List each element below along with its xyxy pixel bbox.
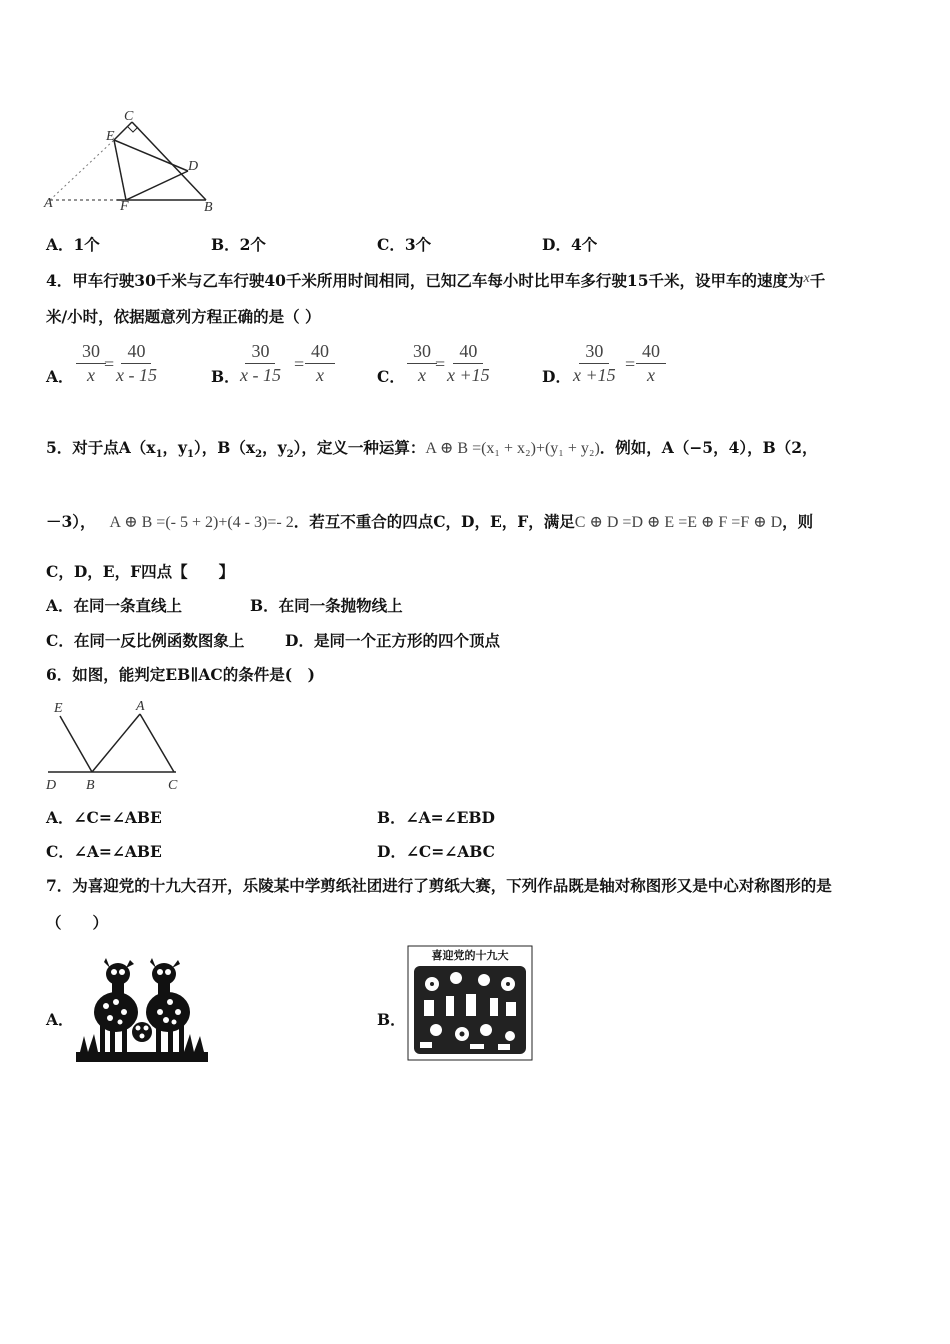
q4-b-frac-left: $\frac{30}{x - 15}$ [240,341,281,385]
q6-option-d[interactable]: D．∠C=∠ABC [377,842,495,861]
q4-c-frac-left: $\frac{30}{x}$ [407,342,437,385]
paper-cut-title: 喜迎党的十九大 [431,949,509,962]
label-c: C [124,109,134,124]
label-d: D [46,778,57,793]
label-e: E [106,129,115,144]
q4-option-c-label[interactable]: C． [377,367,405,386]
label-a: A [44,196,53,211]
q4-d-frac-right: $\frac{40}{x}$ [636,342,666,385]
q7-stem-line1: 7．为喜迎党的十九大召开，乐陵某中学剪纸社团进行了剪纸大赛，下列作品既是轴对称图形又是中心对称图形的是 [46,876,832,895]
q5-option-c[interactable]: C．在同一反比例函数图象上 [46,631,245,650]
q5-formula-definition: A ⊕ B =(x₁ + x₂)+(y₁ + y₂) [425,440,600,457]
q6-option-a[interactable]: A．∠C=∠ABE [46,808,162,827]
label-e: E [54,701,63,716]
q6-stem: 6．如图，能判定EB∥AC的条件是( ) [46,665,315,684]
q5-formula-condition: C ⊕ D =D ⊕ E =E ⊕ F =F ⊕ D [574,514,783,531]
q4-option-d-label[interactable]: D． [542,367,571,386]
q7-stem-line2: （ ） [46,913,109,932]
label-c: C [168,778,178,793]
q5-formula-example: A ⊕ B =(- 5 + 2)+(4 - 3)=- 2 [109,514,294,531]
q4-option-a-label[interactable]: A． [46,367,74,386]
q5-stem-line3: C，D，E，F四点【 】 [46,562,235,581]
q4-option-b-label[interactable]: B． [211,367,240,386]
q5-stem-line1: 5．对于点$A(x_1$，$y_1$），$B(x_2$，$y_2$），定义一种运算：A ⊕ B =(x₁ + x₂)+(y₁ + y₂)．例如，A（−5，4），B（2， [46,438,818,461]
q7-option-a-label[interactable]: A． [46,1010,74,1029]
q5-stem-line2: －3）， A ⊕ B =(- 5 + 2)+(4 - 3)=- 2．若互不重合的四点C，D，E，F，满足C ⊕ D =D ⊕ E =E ⊕ F =F ⊕ D，则 [46,512,814,531]
q3-triangle-figure [40,104,230,216]
label-f: F [120,199,129,214]
q4-d-frac-left: $\frac{30}{x +15}$ [573,341,616,385]
q4-b-frac-right: $\frac{40}{x}$ [305,342,335,385]
q5-option-a[interactable]: A．在同一条直线上 [46,596,183,615]
paper-cut-deer-image[interactable] [76,956,208,1064]
q6-option-c[interactable]: C．∠A=∠ABE [46,842,162,861]
label-b: B [204,200,213,215]
q6-figure [40,696,190,796]
q5-option-b[interactable]: B．在同一条抛物线上 [250,596,403,615]
q5-option-d[interactable]: D．是同一个正方形的四个顶点 [285,631,500,650]
q4-a-frac-left: $\frac{30}{x}$ [76,342,106,385]
q6-option-b[interactable]: B．∠A=∠EBD [377,808,495,827]
paper-cut-festival-image[interactable] [406,944,534,1062]
label-a: A [136,699,145,714]
q4-stem-line1: 4．甲车行驶30千米与乙车行驶40千米所用时间相同，已知乙车每小时比甲车多行驶15千米，设甲车的速度为x千 [46,271,826,290]
q3-option-d[interactable]: D．4个 [542,235,598,254]
q3-option-b[interactable]: B．2个 [211,235,266,254]
q3-option-c[interactable]: C．3个 [377,235,432,254]
q4-c-frac-right: $\frac{40}{x +15}$ [447,341,490,385]
q3-option-a[interactable]: A．1个 [46,235,100,254]
q7-option-b-label[interactable]: B． [377,1010,406,1029]
q4-stem-line2: 米/小时，依据题意列方程正确的是（ ） [46,307,321,326]
label-d: D [188,159,199,174]
label-b: B [86,778,95,793]
q4-a-frac-right: $\frac{40}{x - 15}$ [116,341,157,385]
